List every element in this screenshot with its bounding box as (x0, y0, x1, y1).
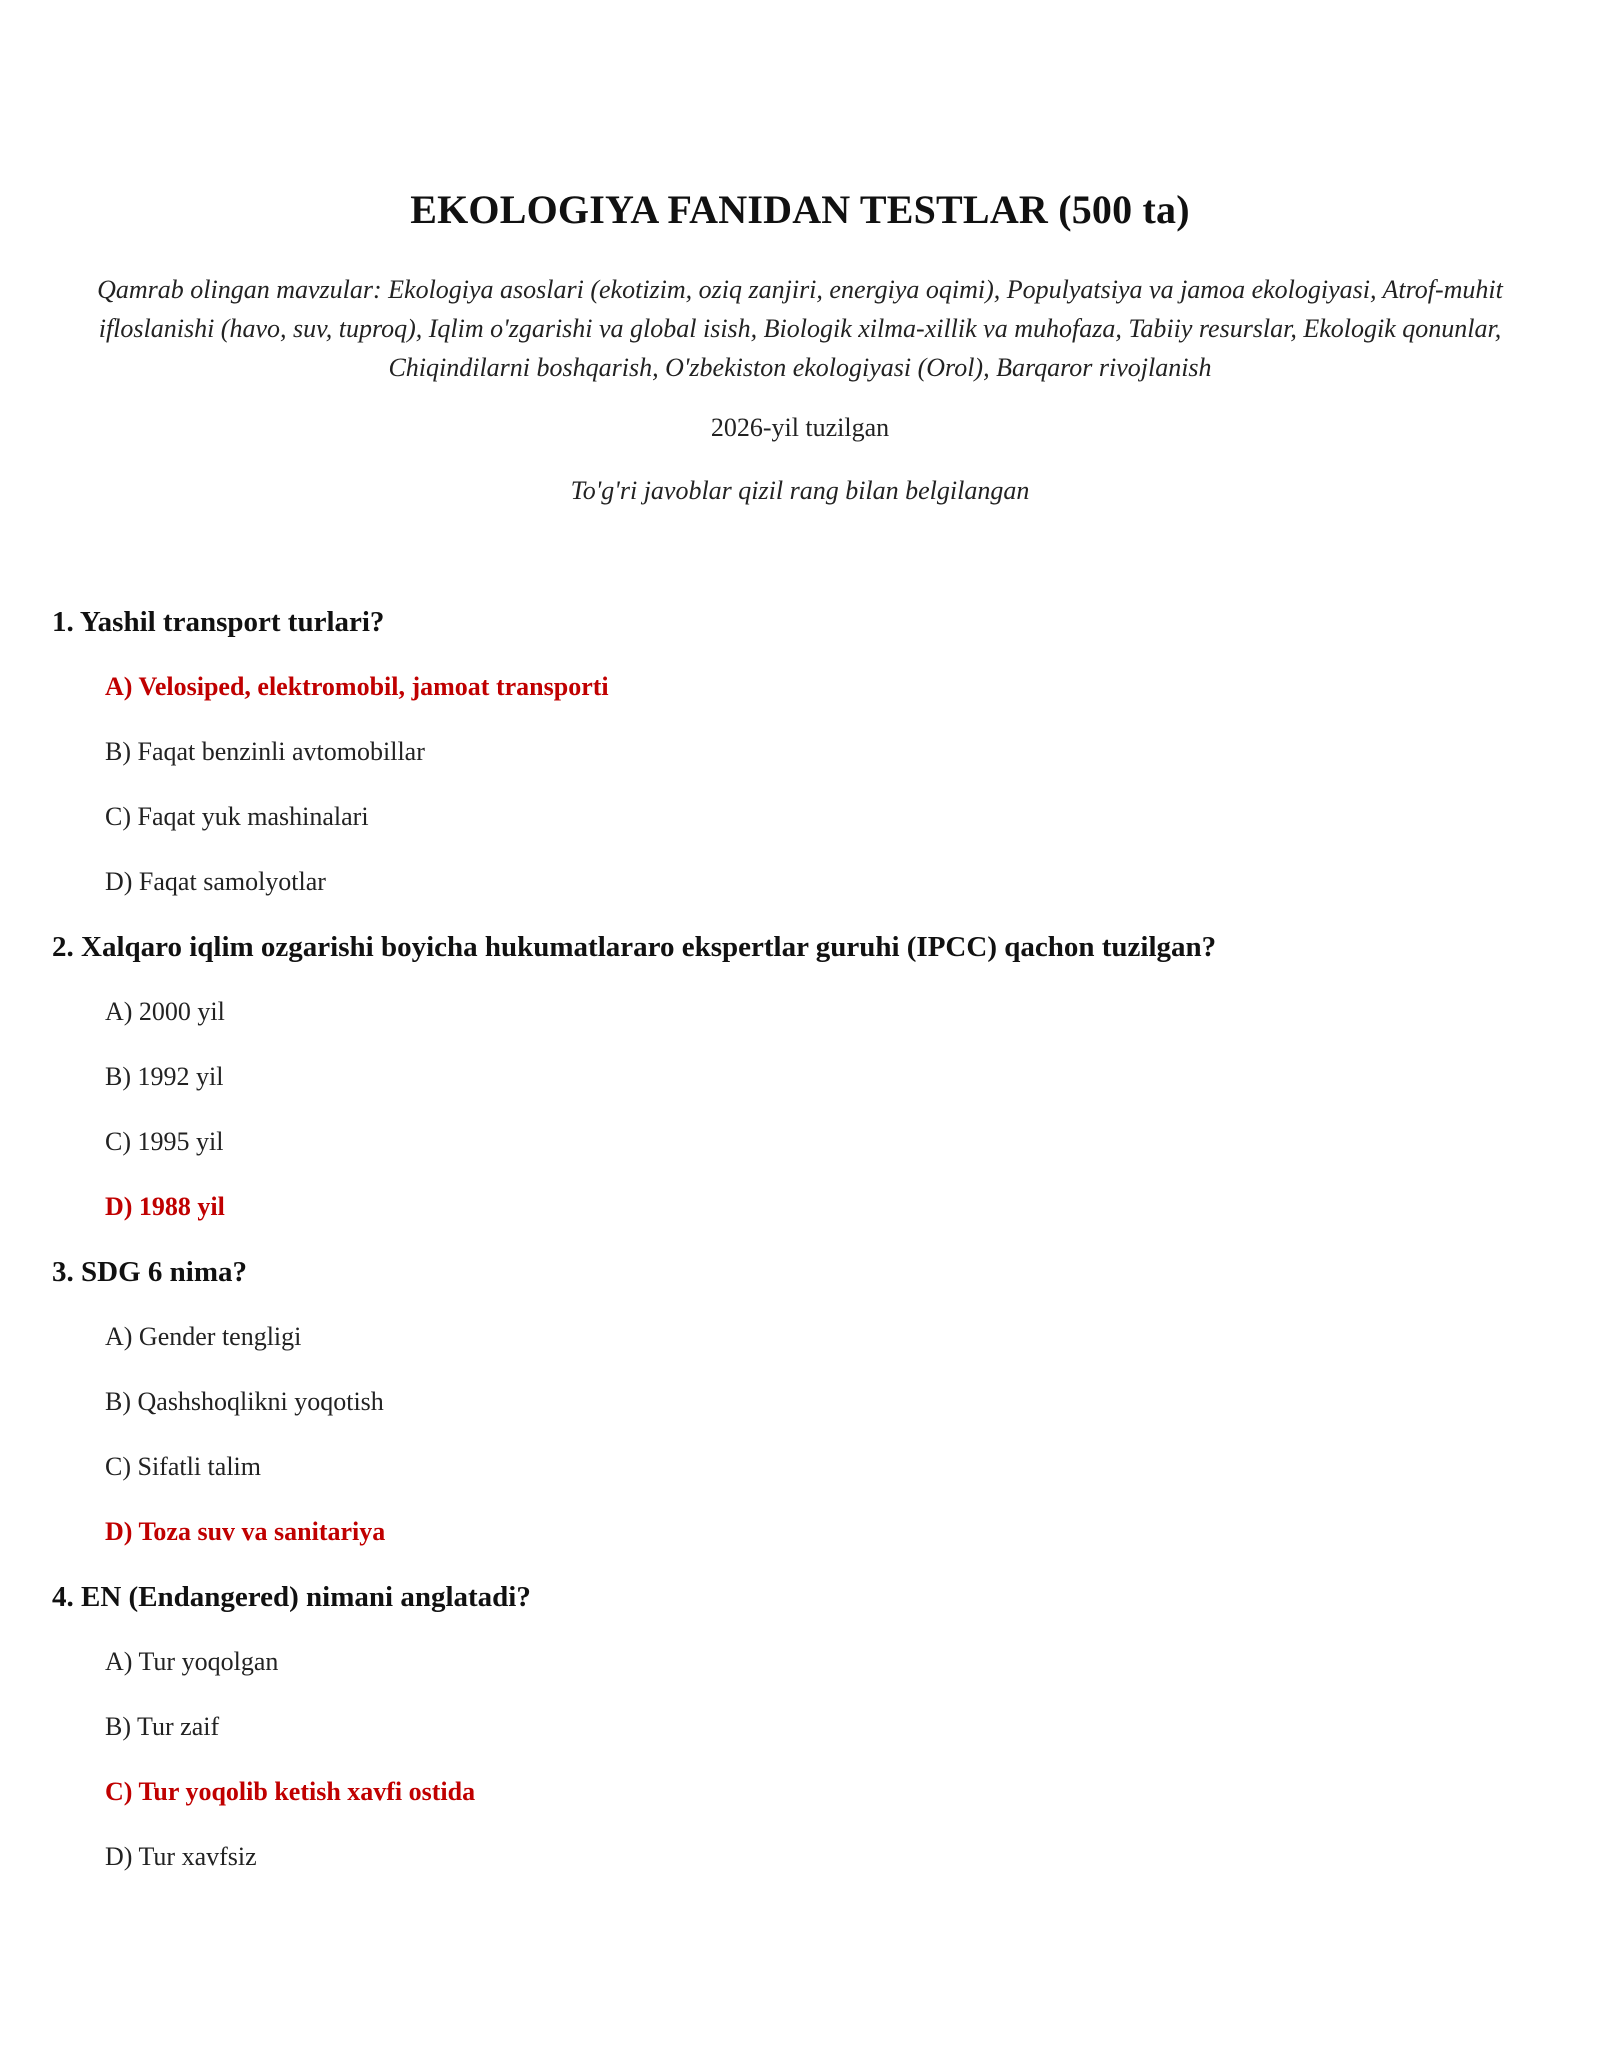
question-text: 2. Xalqaro iqlim ozgarishi boyicha hukumatlararo ekspertlar guruhi (IPCC) qachon tuzilgan? (52, 931, 1217, 963)
answer-option-d: D) 1988 yil (105, 1192, 225, 1221)
answer-key-note: To'g'ri javoblar qizil rang bilan belgilangan (570, 476, 1030, 505)
question-text: 3. SDG 6 nima? (52, 1256, 247, 1288)
question-list (52, 604, 1552, 1904)
answer-option-d: D) Faqat samolyotlar (105, 867, 326, 896)
answer-option-c: C) Faqat yuk mashinalari (105, 802, 369, 831)
answer-option-b: B) Tur zaif (105, 1712, 220, 1741)
question-text: 4. EN (Endangered) nimani anglatadi? (52, 1581, 531, 1613)
topics-description: Qamrab olingan mavzular: Ekologiya asoslari (ekotizim, oziq zanjiri, energiya oqimi), Populyatsiya va jamoa ekologiyasi, Atrof-muhit ifloslanishi (havo, suv, tuproq), Iqlim o'zgarishi va global isish, Biologik xilma-xillik va muhofaza, Tabiiy resurslar, Ekologik qonunlar, Chiqindilarni boshqarish, O'zbekiston ekologiyasi (Orol), Barqaror rivojlanish (97, 275, 1503, 382)
answer-option-a: A) 2000 yil (105, 997, 225, 1026)
created-date: 2026-yil tuzilgan (710, 413, 890, 442)
question-2 (52, 929, 1552, 1225)
answer-option-a: A) Gender tengligi (105, 1322, 302, 1351)
answer-option-c: C) Tur yoqolib ketish xavfi ostida (105, 1777, 476, 1806)
answer-option-c: C) 1995 yil (105, 1127, 224, 1156)
question-1 (52, 604, 1552, 900)
answer-option-a: A) Tur yoqolgan (105, 1647, 279, 1676)
page-title: EKOLOGIYA FANIDAN TESTLAR (500 ta) (410, 187, 1190, 232)
answer-option-c: C) Sifatli talim (105, 1452, 261, 1481)
answer-option-d: D) Tur xavfsiz (105, 1842, 257, 1871)
answer-option-d: D) Toza suv va sanitariya (105, 1517, 386, 1546)
answer-option-a: A) Velosiped, elektromobil, jamoat transporti (105, 672, 609, 701)
answer-option-b: B) 1992 yil (105, 1062, 224, 1091)
answer-option-b: B) Faqat benzinli avtomobillar (105, 737, 425, 766)
answer-option-b: B) Qashshoqlikni yoqotish (105, 1387, 384, 1416)
question-4 (52, 1579, 1552, 1875)
question-text: 1. Yashil transport turlari? (52, 606, 385, 638)
question-3 (52, 1254, 1552, 1550)
